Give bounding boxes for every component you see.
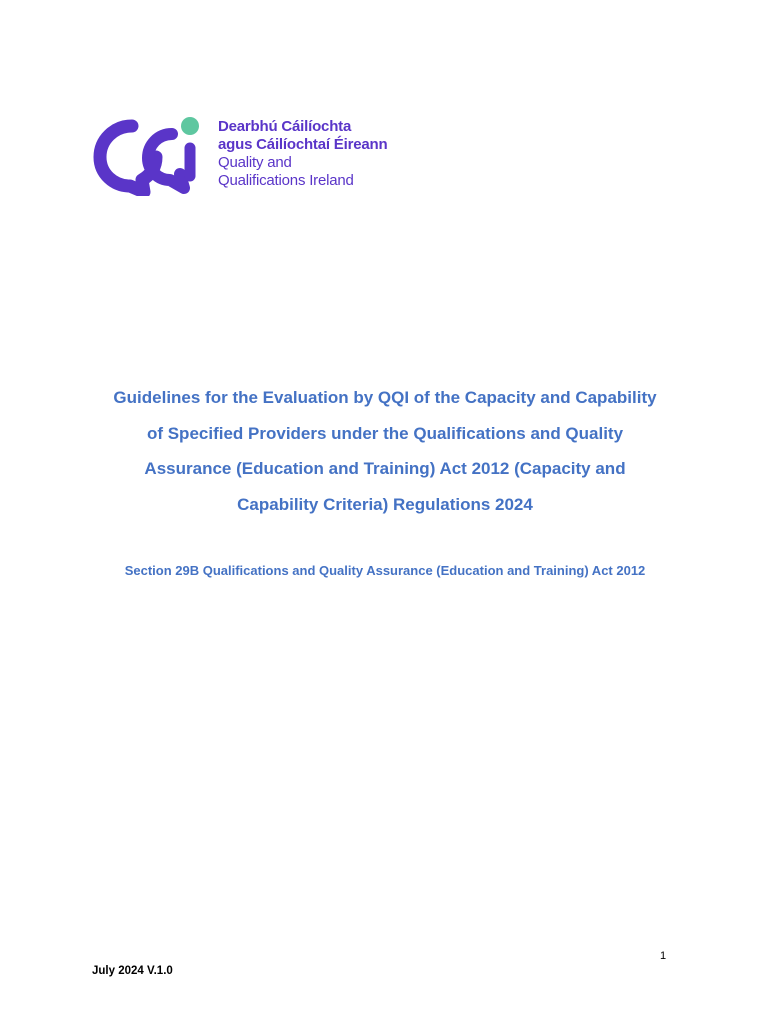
title-line: Assurance (Education and Training) Act 2012 (Capacity and [144, 459, 626, 478]
title-line: of Specified Providers under the Qualifications and Quality [146, 423, 624, 443]
logo-text-line: Dearbhú Cáilíochta [218, 118, 352, 135]
logo-text-line: agus Cáilíochtaí Éireann [218, 136, 388, 153]
qqi-logo [92, 112, 392, 196]
page-number: 1 [660, 950, 667, 962]
title-line: Guidelines for the Evaluation by QQI of the Capacity and Capability [113, 388, 657, 407]
footer-date-version: July 2024 V.1.0 [92, 965, 173, 977]
logo-text-line: Qualifications Ireland [218, 172, 354, 189]
logo-text-line: Quality and [218, 154, 292, 171]
document-title [80, 380, 690, 522]
qqi-logo-mark-icon [92, 112, 210, 196]
title-line: Capability Criteria) Regulations 2024 [237, 494, 533, 514]
logo-wordmark [218, 118, 387, 190]
document-subtitle: Section 29B Qualifications and Quality Assurance (Education and Training) Act 2012 [124, 563, 646, 578]
